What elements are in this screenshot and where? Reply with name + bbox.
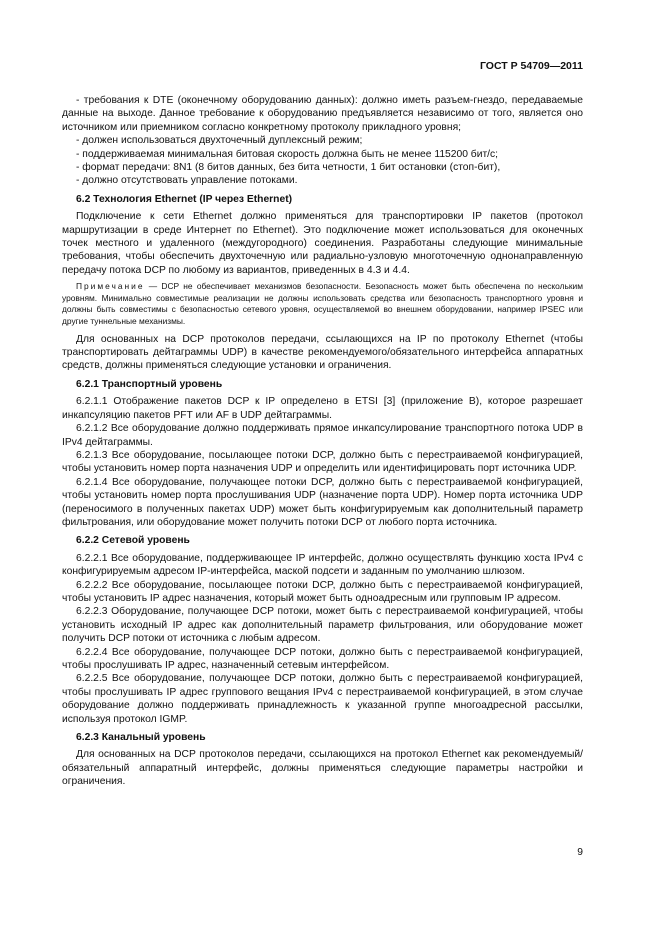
clause-6-2-2-3: 6.2.2.3 Оборудование, получающее DCP потоки, может быть с перестраиваемой конфигурацией, чтобы установить исходный IP адрес как дополнительный параметр фильтрования, или оборудование может получить DCP потоки от источника с любым адресом. (62, 606, 583, 645)
page-number: 9 (577, 847, 583, 858)
clause-6-2-2-1: 6.2.2.1 Все оборудование, поддерживающее IP интерфейс, должно осуществлять функцию хоста IPv4 с конфигурируемым адресом IP-интерфейса, маской подсети и заданным по умолчанию шлюзом. (62, 552, 583, 578)
dte-list-item: - должен использоваться двухточечный дуплексный режим; (76, 135, 363, 147)
clause-6-2-2-5: 6.2.2.5 Все оборудование, получающее DCP потоки, должно быть с перестраиваемой конфигурацией, чтобы прослушивать IP адрес группового вещания IPv4 с перестраиваемой конфигурацией, в этом случае оборудование должно поддерживать принадлежность к указанной группе многоадресной рассылки, используя протокол IGMP. (62, 673, 583, 725)
clause-6-2-1-2: 6.2.1.2 Все оборудование должно поддерживать прямое инкапсулирование транспортного потока UDP в IPv4 дейтаграммы. (62, 423, 583, 448)
dte-list-item: - требования к DTE (оконечному оборудованию данных): должно иметь разъем-гнездо, передаваемые данные на выходе. Данное требование к оборудованию предъявляется независимо от того, является оно источником или приемником согласно конкретному протоколу прикладного уровня; (62, 95, 583, 133)
note (62, 281, 583, 327)
paragraph: Для основанных на DCP протоколов передачи, ссылающихся на IP по протоколу Ethernet (чтобы транспортировать дейтаграммы UDP) в качестве рекомендуемого/обязательного интерфейса аппаратных средств, должны применяться следующие установки и ограничения. (62, 333, 583, 372)
dte-list-item: - поддерживаемая минимальная битовая скорость должна быть не менее 115200 бит/с; (76, 148, 499, 160)
dte-list-item: - должно отсутствовать управление потоками. (76, 175, 298, 187)
clause-6-2-2-4: 6.2.2.4 Все оборудование, получающее DCP потоки, должно быть с перестраиваемой конфигурацией, чтобы прослушивать IP адрес, назначенный сетевым интерфейсом. (62, 646, 583, 671)
paragraph: Подключение к сети Ethernet должно применяться для транспортировки IP пакетов (протокол маршрутизации в среде Интернет по Ethernet). Это подключение может использоваться для оконечных точек местного и удаленного (междугородного) соединения. Разработаны следующие минимальные требования, чтобы обеспечить двухточечную или радиально-узловую многоточечную однонаправленную передачу потока DCP по любому из вариантов, приведенных в 4.3 и 4.4. (62, 211, 583, 276)
note-label: Примечание (76, 281, 145, 292)
section-heading-6-2-2: 6.2.2 Сетевой уровень (76, 535, 190, 547)
section-heading-6-2-1: 6.2.1 Транспортный уровень (76, 378, 223, 390)
clause-6-2-2-2: 6.2.2.2 Все оборудование, посылающее потоки DCP, должно быть с перестраиваемой конфигурацией, чтобы установить IP адрес назначения, который может быть одноадресным или групповым IP адресом. (62, 579, 583, 604)
standard-header: ГОСТ Р 54709—2011 (479, 60, 583, 72)
section-heading-6-2: 6.2 Технология Ethernet (IP через Ethernet) (76, 193, 293, 205)
section-heading-6-2-3: 6.2.3 Канальный уровень (76, 732, 206, 744)
paragraph: Для основанных на DCP протоколов передачи, ссылающихся на протокол Ethernet как рекомендуемый/обязательный аппаратный интерфейс, должны применяться следующие параметры настройки и ограничения. (62, 749, 583, 788)
note-text: — DCP не обеспечивает механизмов безопасности. Безопасность может быть обеспечена по нескольким уровням. Минимально совместимые реализации не должны использовать средства или безопасность транспортного уровня и должны быть совместимы с безопасностью сетевого уровня, осуществляемой во внешнем оборудовании, например IPSEC или другие туннельные механизмы. (62, 281, 583, 327)
dte-list-item: - формат передачи: 8N1 (8 битов данных, без бита четности, 1 бит остановки (стоп-бит), (76, 162, 501, 174)
page-content (62, 94, 583, 789)
clause-6-2-1-3: 6.2.1.3 Все оборудование, посылающее потоки DCP, должно быть с перестраиваемой конфигурацией, чтобы установить номер порта назначения UDP и определить или идентифицировать порт источника UDP. (62, 449, 583, 475)
clause-6-2-1-1: 6.2.1.1 Отображение пакетов DCP к IP определено в ETSI [3] (приложение B), которое разрешает инкапсуляцию пакетов PFT или AF в UDP дейтаграммы. (62, 396, 583, 421)
clause-6-2-1-4: 6.2.1.4 Все оборудование, получающее потоки DCP, должно быть с перестраиваемой конфигурацией, чтобы установить номер порта прослушивания UDP (назначение порта UDP). Номер порта источника UDP (переносимого в полученных пакетах UDP) может быть конфигурируемым как дополнительный параметр фильтрования, или оборудование может получить потоки DCP от любого порта источника. (62, 476, 583, 528)
